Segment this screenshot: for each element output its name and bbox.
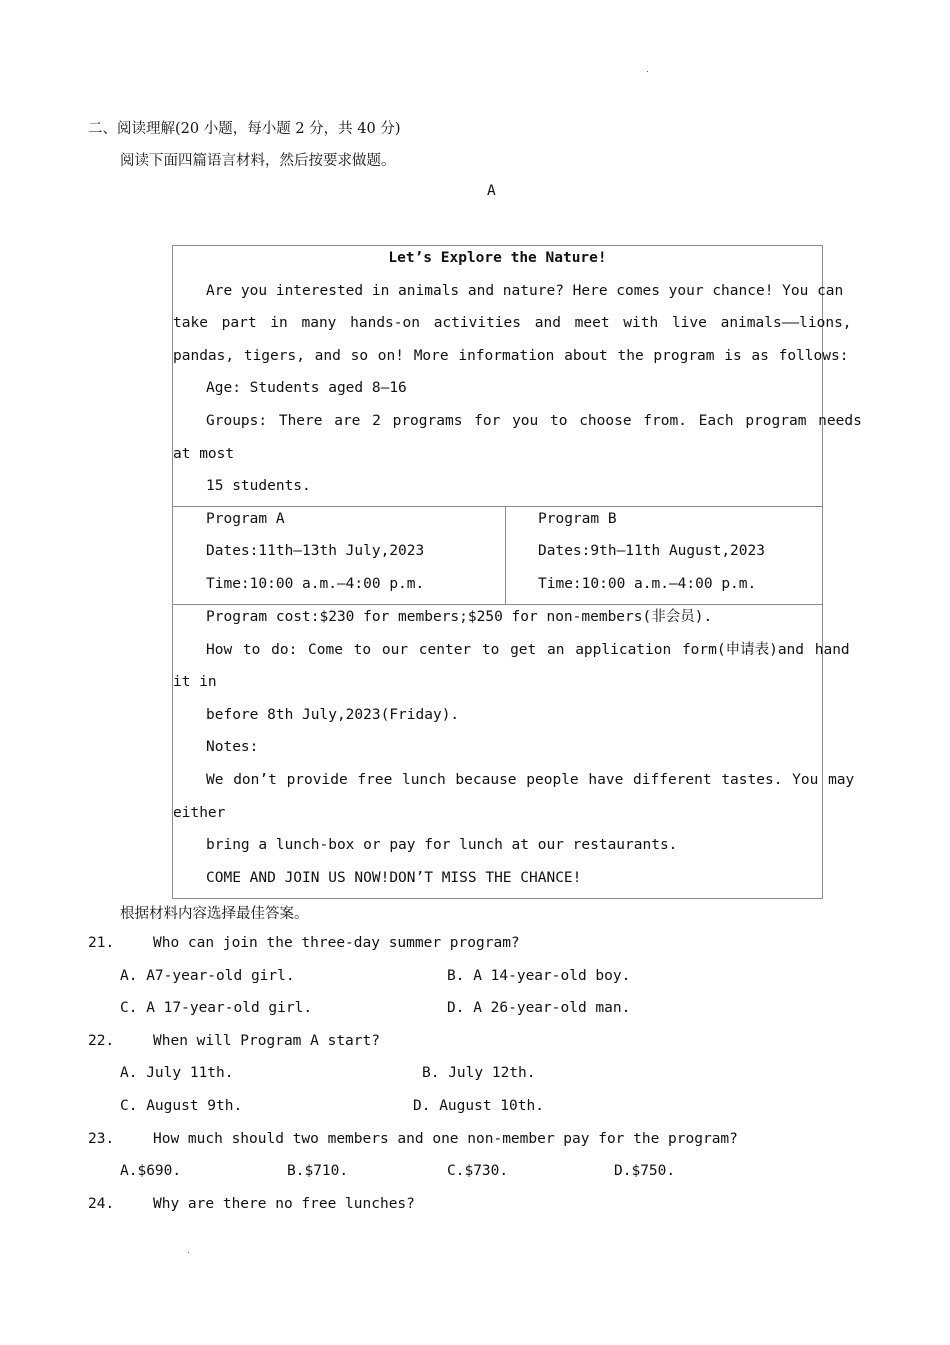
question-text: Who can join the three-day summer program? — [153, 935, 520, 951]
notice-intro-line: take part in many hands-on activities and meet with live animals——lions, — [173, 315, 852, 331]
scan-mark-top — [647, 71, 648, 72]
option-c: C. A 17-year-old girl. — [120, 1000, 313, 1016]
program-table-divider — [505, 506, 506, 605]
notice-intro-line: Are you interested in animals and nature? Here comes your chance! You can — [206, 283, 844, 299]
scan-mark-bottom — [188, 1252, 189, 1253]
notice-groups-line: 15 students. — [206, 478, 311, 494]
program-a-time: Time:10:00 a.m.—4:00 p.m. — [206, 576, 425, 592]
program-cost: Program cost:$230 for members;$250 for non-members(非会员). — [206, 609, 713, 625]
notice-title: Let’s Explore the Nature! — [388, 250, 607, 266]
notice-intro-line: pandas, tigers, and so on! More information about the program is as follows: — [173, 348, 849, 364]
notice-groups-line: Groups: There are 2 programs for you to choose from. Each program needs — [206, 413, 862, 429]
section-heading: 二、阅读理解(20 小题，每小题 2 分，共 40 分) — [88, 121, 401, 137]
how-to-line: before 8th July,2023(Friday). — [206, 707, 460, 723]
notice-age: Age: Students aged 8—16 — [206, 380, 407, 396]
notes-line: either — [173, 805, 226, 821]
how-to-line: it in — [173, 674, 217, 690]
option-a: A. July 11th. — [120, 1065, 234, 1081]
passage-letter: A — [487, 183, 496, 199]
answer-instruction: 根据材料内容选择最佳答案。 — [120, 906, 309, 922]
question-text: Why are there no free lunches? — [153, 1196, 415, 1212]
question-text: How much should two members and one non-member pay for the program? — [153, 1131, 738, 1147]
program-b-name: Program B — [538, 511, 617, 527]
program-table-top-rule — [172, 506, 823, 507]
section-instruction: 阅读下面四篇语言材料，然后按要求做题。 — [120, 153, 396, 169]
program-a-name: Program A — [206, 511, 285, 527]
notice-groups-line: at most — [173, 446, 235, 462]
option-b: B. July 12th. — [422, 1065, 536, 1081]
question-text: When will Program A start? — [153, 1033, 380, 1049]
notes-line: We don’t provide free lunch because people have different tastes. You may — [206, 772, 855, 788]
option-a: A.$690. — [120, 1163, 182, 1179]
program-table-bottom-rule — [172, 604, 823, 605]
option-a: A. A7-year-old girl. — [120, 968, 295, 984]
question-number: 23. — [88, 1131, 115, 1147]
notes-label: Notes: — [206, 739, 259, 755]
program-a-dates: Dates:11th—13th July,2023 — [206, 543, 425, 559]
option-c: C.$730. — [447, 1163, 509, 1179]
option-d: D. August 10th. — [413, 1098, 544, 1114]
notes-line: bring a lunch-box or pay for lunch at our restaurants. — [206, 837, 678, 853]
option-b: B. A 14-year-old boy. — [447, 968, 631, 984]
question-number: 22. — [88, 1033, 115, 1049]
program-b-dates: Dates:9th—11th August,2023 — [538, 543, 765, 559]
program-b-time: Time:10:00 a.m.—4:00 p.m. — [538, 576, 757, 592]
notice-closing: COME AND JOIN US NOW!DON’T MISS THE CHANCE! — [206, 870, 582, 886]
how-to-line: How to do: Come to our center to get an application form(申请表)and hand — [206, 642, 850, 658]
option-c: C. August 9th. — [120, 1098, 243, 1114]
option-b: B.$710. — [287, 1163, 349, 1179]
question-number: 24. — [88, 1196, 115, 1212]
option-d: D. A 26-year-old man. — [447, 1000, 631, 1016]
question-number: 21. — [88, 935, 115, 951]
option-d: D.$750. — [614, 1163, 676, 1179]
notice-box — [172, 245, 823, 899]
